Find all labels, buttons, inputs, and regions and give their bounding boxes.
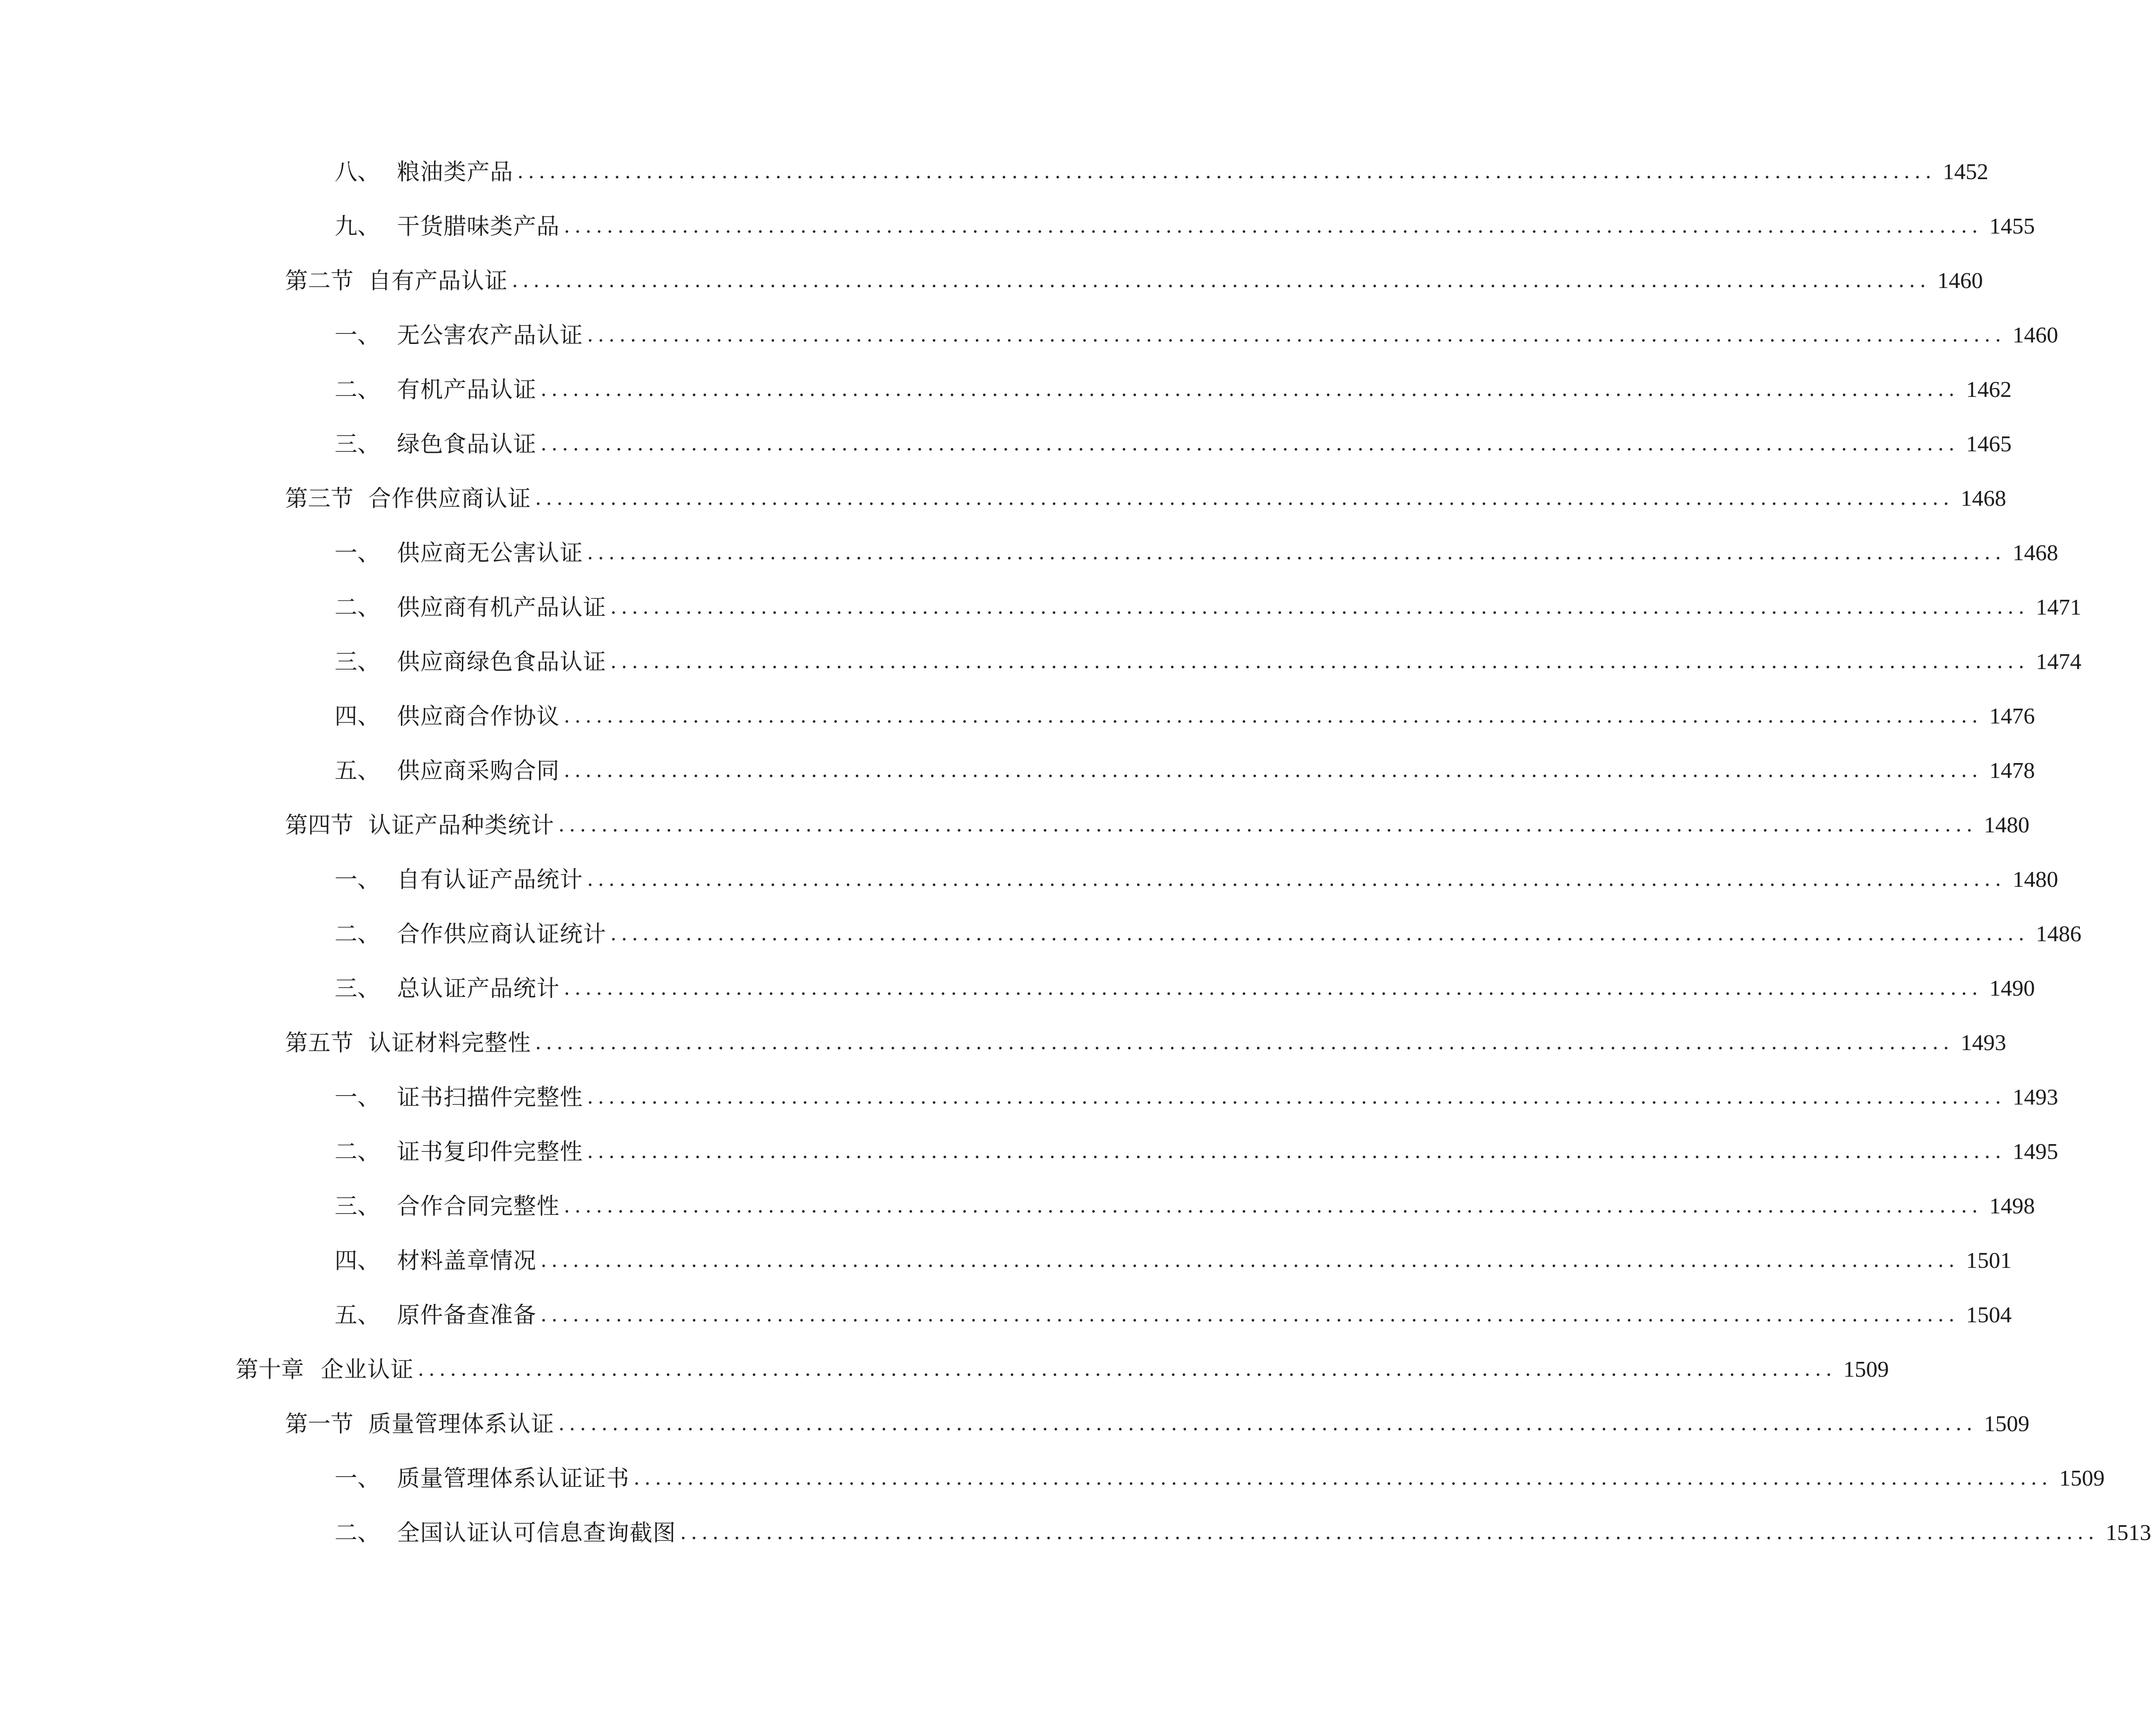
toc-entry-page: 1465: [1966, 431, 2012, 456]
toc-entry-page: 1490: [1989, 975, 2035, 1001]
toc-dot-leader: ....................................................................................................................................: [540, 378, 1959, 401]
toc-entry-certificate-scan-completeness[interactable]: [335, 1077, 2058, 1117]
toc-entry-page: 1471: [2036, 594, 2082, 620]
toc-entry-supplier-pollution-free[interactable]: [335, 533, 2058, 573]
toc-entry-title: 总认证产品统计: [397, 975, 560, 1002]
toc-entry-section-certified-product-statistics[interactable]: [285, 805, 2030, 845]
toc-entry-supplier-certified-statistics[interactable]: [335, 914, 2082, 954]
toc-entry-marker: 三、: [335, 431, 380, 457]
toc-dot-leader: ....................................................................................................................................: [564, 977, 1983, 1000]
toc-dot-leader: ....................................................................................................................................: [558, 1412, 1977, 1435]
toc-entry-title: 材料盖章情况: [397, 1247, 537, 1274]
toc-entry-organic-certification[interactable]: [335, 370, 2012, 409]
toc-dot-leader: ....................................................................................................................................: [680, 1521, 2099, 1544]
toc-entry-marker: 二、: [335, 1519, 380, 1546]
toc-entry-original-document-preparation[interactable]: [335, 1295, 2012, 1335]
toc-entry-supplier-cooperation-agreement[interactable]: [335, 696, 2035, 736]
toc-entry-grain-oil-products[interactable]: [335, 152, 1989, 192]
toc-entry-title: 供应商绿色食品认证: [397, 648, 606, 675]
toc-entry-marker: 二、: [335, 594, 380, 621]
toc-dot-leader: ....................................................................................................................................: [564, 215, 1983, 238]
toc-entry-title: 合作合同完整性: [397, 1193, 560, 1219]
toc-entry-marker: 九、: [335, 213, 380, 240]
toc-entry-page: 1480: [1984, 812, 2030, 837]
toc-entry-marker: 五、: [335, 1302, 380, 1328]
toc-entry-marker: 四、: [335, 703, 380, 729]
toc-entry-green-food-certification[interactable]: [335, 424, 2012, 464]
toc-dot-leader: ....................................................................................................................................: [587, 1140, 2006, 1163]
toc-entry-marker: 三、: [335, 1193, 380, 1219]
toc-dot-leader: ....................................................................................................................................: [535, 1031, 1954, 1054]
toc-entry-marker: 一、: [335, 866, 380, 893]
toc-dot-leader: ....................................................................................................................................: [610, 596, 2029, 619]
toc-entry-marker: 第四节: [285, 812, 353, 838]
toc-dot-leader: ....................................................................................................................................: [587, 541, 2006, 564]
toc-entry-title: 合作供应商认证统计: [397, 920, 606, 947]
toc-dot-leader: ....................................................................................................................................: [587, 868, 2006, 891]
toc-entry-supplier-purchase-contract[interactable]: [335, 751, 2035, 790]
toc-entry-marker: 一、: [335, 1465, 380, 1492]
toc-entry-page: 1460: [1937, 268, 1983, 293]
toc-entry-page: 1513: [2105, 1520, 2151, 1545]
toc-entry-title: 认证材料完整性: [368, 1029, 531, 1056]
toc-entry-title: 认证产品种类统计: [368, 812, 554, 838]
toc-entry-title: 证书复印件完整性: [397, 1138, 583, 1165]
toc-entry-marker: 二、: [335, 920, 380, 947]
toc-entry-contract-completeness[interactable]: [335, 1186, 2035, 1226]
toc-entry-title: 干货腊味类产品: [397, 213, 560, 240]
toc-entry-pollution-free-certification[interactable]: [335, 315, 2058, 355]
toc-dot-leader: ....................................................................................................................................: [558, 814, 1977, 836]
toc-entry-national-certification-query-screenshot[interactable]: [335, 1513, 2151, 1552]
toc-entry-page: 1476: [1989, 703, 2035, 728]
toc-entry-page: 1480: [2012, 867, 2058, 892]
toc-entry-section-own-product-certification[interactable]: [285, 261, 1983, 300]
toc-entry-marker: 一、: [335, 322, 380, 348]
toc-entry-marker: 一、: [335, 539, 380, 566]
toc-entry-page: 1468: [1960, 485, 2006, 511]
toc-entry-marker: 二、: [335, 1138, 380, 1165]
toc-dot-leader: ....................................................................................................................................: [587, 324, 2006, 346]
toc-entry-title: 粮油类产品: [397, 158, 513, 185]
toc-entry-title: 供应商合作协议: [397, 703, 560, 729]
toc-entry-marker: 第三节: [285, 485, 353, 512]
toc-dot-leader: ....................................................................................................................................: [535, 487, 1954, 510]
toc-dot-leader: ....................................................................................................................................: [418, 1358, 1837, 1381]
toc-entry-page: 1501: [1966, 1248, 2012, 1273]
toc-entry-marker: 五、: [335, 757, 380, 784]
toc-entry-title: 自有认证产品统计: [397, 866, 583, 893]
toc-dot-leader: ....................................................................................................................................: [610, 650, 2029, 673]
toc-entry-marker: 八、: [335, 158, 380, 185]
toc-entry-page: 1509: [1984, 1411, 2030, 1436]
toc-entry-supplier-green-food[interactable]: [335, 642, 2082, 681]
toc-entry-title: 证书扫描件完整性: [397, 1084, 583, 1110]
toc-dot-leader: ....................................................................................................................................: [610, 922, 2029, 945]
toc-entry-page: 1474: [2036, 649, 2082, 674]
toc-entry-own-certified-statistics[interactable]: [335, 860, 2058, 899]
toc-entry-page: 1495: [2012, 1139, 2058, 1164]
toc-entry-title: 原件备查准备: [397, 1302, 537, 1328]
toc-dot-leader: ....................................................................................................................................: [634, 1467, 2053, 1490]
toc-entry-page: 1493: [1960, 1030, 2006, 1055]
toc-entry-quality-management-certificate[interactable]: [335, 1458, 2105, 1498]
toc-entry-marker: 三、: [335, 648, 380, 675]
toc-dot-leader: ....................................................................................................................................: [540, 1249, 1959, 1272]
toc-entry-marker: 第一节: [285, 1410, 353, 1437]
toc-entry-marker: 第二节: [285, 267, 353, 294]
toc-dot-leader: ....................................................................................................................................: [512, 269, 1931, 292]
toc-entry-page: 1462: [1966, 377, 2012, 402]
toc-entry-chapter-enterprise-certification[interactable]: [236, 1350, 1889, 1389]
toc-entry-page: 1455: [1989, 213, 2035, 239]
toc-entry-page: 1452: [1943, 159, 1989, 184]
toc-entry-title: 企业认证: [321, 1356, 414, 1383]
toc-entry-marker: 第十章: [236, 1356, 304, 1383]
toc-entry-title: 供应商无公害认证: [397, 539, 583, 566]
toc-entry-section-material-completeness[interactable]: [285, 1023, 2006, 1062]
toc-entry-marker: 二、: [335, 376, 380, 403]
toc-entry-title: 质量管理体系认证: [368, 1410, 554, 1437]
toc-entry-page: 1486: [2036, 921, 2082, 946]
toc-entry-supplier-organic[interactable]: [335, 587, 2082, 627]
toc-entry-section-quality-management-certification[interactable]: [285, 1404, 2030, 1444]
toc-entry-total-certified-statistics[interactable]: [335, 968, 2035, 1008]
toc-dot-leader: ....................................................................................................................................: [587, 1086, 2006, 1109]
toc-entry-title: 有机产品认证: [397, 376, 537, 403]
toc-entry-page: 1478: [1989, 758, 2035, 783]
toc-dot-leader: ....................................................................................................................................: [540, 433, 1959, 455]
toc-dot-leader: ....................................................................................................................................: [564, 759, 1983, 782]
toc-entry-marker: 三、: [335, 975, 380, 1002]
toc-entry-title: 供应商有机产品认证: [397, 594, 606, 621]
toc-entry-title: 绿色食品认证: [397, 431, 537, 457]
toc-entry-title: 质量管理体系认证证书: [397, 1465, 630, 1492]
toc-entry-marker: 第五节: [285, 1029, 353, 1056]
toc-entry-page: 1509: [2059, 1465, 2105, 1491]
toc-entry-page: 1498: [1989, 1193, 2035, 1218]
toc-entry-page: 1493: [2012, 1084, 2058, 1109]
toc-entry-material-stamping[interactable]: [335, 1241, 2012, 1280]
toc-entry-page: 1504: [1966, 1302, 2012, 1327]
toc-entry-marker: 一、: [335, 1084, 380, 1110]
toc-entry-page: 1509: [1843, 1356, 1889, 1382]
toc-entry-marker: 四、: [335, 1247, 380, 1274]
toc-entry-page: 1460: [2012, 322, 2058, 347]
toc-dot-leader: ....................................................................................................................................: [564, 1195, 1983, 1217]
toc-entry-certificate-copy-completeness[interactable]: [335, 1132, 2058, 1171]
toc-entry-title: 供应商采购合同: [397, 757, 560, 784]
toc-entry-dried-cured-products[interactable]: [335, 206, 2035, 246]
toc-entry-title: 合作供应商认证: [368, 485, 531, 512]
toc-entry-section-supplier-certification[interactable]: [285, 479, 2006, 518]
toc-entry-page: 1468: [2012, 540, 2058, 565]
toc-entry-title: 全国认证认可信息查询截图: [397, 1519, 676, 1546]
toc-entry-title: 自有产品认证: [368, 267, 508, 294]
toc-entry-title: 无公害农产品认证: [397, 322, 583, 348]
toc-dot-leader: ....................................................................................................................................: [564, 705, 1983, 727]
toc-dot-leader: ....................................................................................................................................: [517, 160, 1936, 183]
toc-dot-leader: ....................................................................................................................................: [540, 1303, 1959, 1326]
